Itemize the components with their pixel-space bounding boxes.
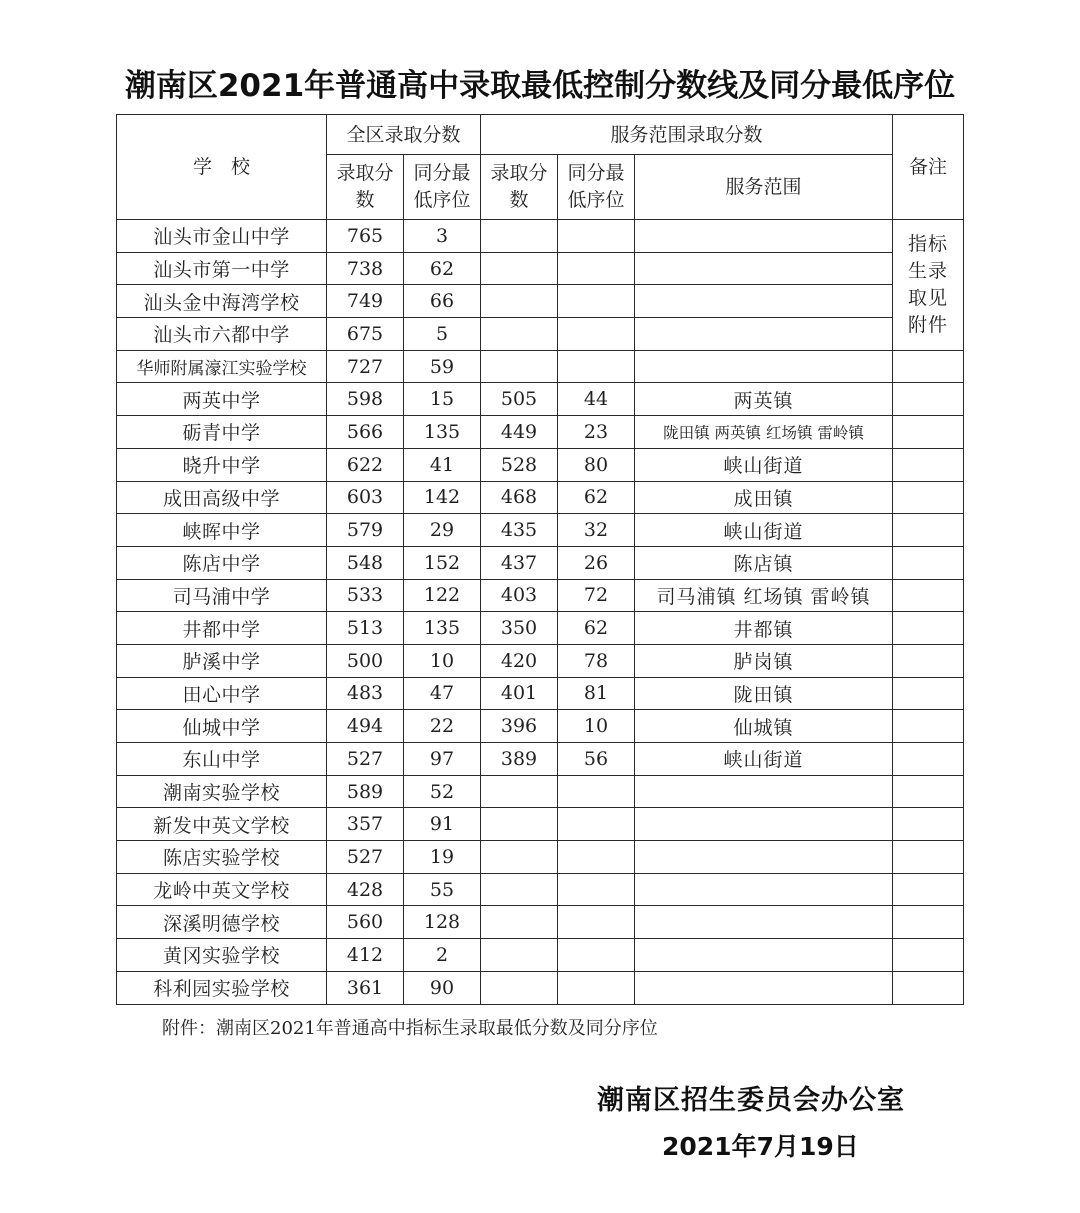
header-district-score: 录取分数 bbox=[336, 162, 394, 211]
service-area-cell bbox=[635, 939, 893, 972]
district-score-cell: 566 bbox=[327, 416, 404, 449]
service-rank-cell bbox=[558, 252, 635, 285]
remark-empty-cell bbox=[893, 939, 964, 972]
school-name-cell: 司马浦中学 bbox=[117, 579, 327, 612]
remark-empty-cell bbox=[893, 546, 964, 579]
table-row bbox=[117, 481, 964, 514]
district-score-cell: 412 bbox=[327, 939, 404, 972]
school-name-cell: 胪溪中学 bbox=[117, 644, 327, 677]
service-score-cell bbox=[481, 285, 558, 318]
table-row bbox=[117, 677, 964, 710]
service-score-cell: 420 bbox=[481, 644, 558, 677]
school-name-cell: 深溪明德学校 bbox=[117, 906, 327, 939]
service-area-cell bbox=[635, 318, 893, 351]
table-row bbox=[117, 808, 964, 841]
school-name-cell: 科利园实验学校 bbox=[117, 971, 327, 1004]
remark-empty-cell bbox=[893, 775, 964, 808]
school-name-cell: 晓升中学 bbox=[117, 448, 327, 481]
service-area-cell bbox=[635, 220, 893, 253]
service-area-cell: 陇田镇 bbox=[635, 677, 893, 710]
table-header bbox=[117, 115, 964, 220]
service-score-cell: 350 bbox=[481, 612, 558, 645]
service-rank-cell: 23 bbox=[558, 416, 635, 449]
service-rank-cell: 44 bbox=[558, 383, 635, 416]
remark-empty-cell bbox=[893, 710, 964, 743]
district-rank-cell: 10 bbox=[404, 644, 481, 677]
service-score-cell bbox=[481, 252, 558, 285]
service-score-cell bbox=[481, 906, 558, 939]
service-rank-cell bbox=[558, 808, 635, 841]
service-rank-cell: 81 bbox=[558, 677, 635, 710]
service-area-cell: 胪岗镇 bbox=[635, 644, 893, 677]
remark-empty-cell bbox=[893, 350, 964, 383]
district-rank-cell: 3 bbox=[404, 220, 481, 253]
service-area-cell: 井都镇 bbox=[635, 612, 893, 645]
school-name-cell: 田心中学 bbox=[117, 677, 327, 710]
district-score-cell: 494 bbox=[327, 710, 404, 743]
service-rank-cell bbox=[558, 220, 635, 253]
school-name-cell: 黄冈实验学校 bbox=[117, 939, 327, 972]
table-row bbox=[117, 710, 964, 743]
table-row bbox=[117, 448, 964, 481]
remark-empty-cell bbox=[893, 579, 964, 612]
service-score-cell: 505 bbox=[481, 383, 558, 416]
header-district-group: 全区录取分数 bbox=[327, 115, 481, 155]
service-area-cell bbox=[635, 906, 893, 939]
service-rank-cell: 32 bbox=[558, 514, 635, 547]
service-rank-cell bbox=[558, 906, 635, 939]
table-row bbox=[117, 775, 964, 808]
service-area-cell bbox=[635, 971, 893, 1004]
school-name-cell: 新发中英文学校 bbox=[117, 808, 327, 841]
district-score-cell: 765 bbox=[327, 220, 404, 253]
header-service-score: 录取分数 bbox=[490, 162, 548, 211]
table-row bbox=[117, 350, 964, 383]
service-rank-cell bbox=[558, 318, 635, 351]
service-score-cell: 468 bbox=[481, 481, 558, 514]
remark-empty-cell bbox=[893, 841, 964, 874]
attachment-note: 附件：潮南区2021年普通高中指标生录取最低分数及同分序位 bbox=[162, 1018, 658, 1039]
service-rank-cell: 62 bbox=[558, 481, 635, 514]
remark-empty-cell bbox=[893, 644, 964, 677]
district-score-cell: 483 bbox=[327, 677, 404, 710]
service-rank-cell bbox=[558, 350, 635, 383]
service-rank-cell: 56 bbox=[558, 743, 635, 776]
remark-empty-cell bbox=[893, 971, 964, 1004]
district-score-cell: 361 bbox=[327, 971, 404, 1004]
service-area-cell: 成田镇 bbox=[635, 481, 893, 514]
remark-empty-cell bbox=[893, 743, 964, 776]
district-rank-cell: 91 bbox=[404, 808, 481, 841]
service-area-cell bbox=[635, 841, 893, 874]
school-name-cell: 东山中学 bbox=[117, 743, 327, 776]
service-rank-cell bbox=[558, 873, 635, 906]
district-rank-cell: 128 bbox=[404, 906, 481, 939]
district-rank-cell: 2 bbox=[404, 939, 481, 972]
district-score-cell: 622 bbox=[327, 448, 404, 481]
service-area-cell: 峡山街道 bbox=[635, 514, 893, 547]
school-name-cell: 潮南实验学校 bbox=[117, 775, 327, 808]
district-score-cell: 603 bbox=[327, 481, 404, 514]
table-row bbox=[117, 220, 964, 253]
district-score-cell: 738 bbox=[327, 252, 404, 285]
document-title: 潮南区2021年普通高中录取最低控制分数线及同分最低序位 bbox=[124, 68, 956, 104]
header-service-score-cell bbox=[481, 155, 558, 220]
district-score-cell: 533 bbox=[327, 579, 404, 612]
service-area-cell bbox=[635, 873, 893, 906]
school-name-cell: 仙城中学 bbox=[117, 710, 327, 743]
service-score-cell: 389 bbox=[481, 743, 558, 776]
service-rank-cell bbox=[558, 939, 635, 972]
school-name-cell: 井都中学 bbox=[117, 612, 327, 645]
district-rank-cell: 62 bbox=[404, 252, 481, 285]
table-row bbox=[117, 579, 964, 612]
service-score-cell bbox=[481, 775, 558, 808]
table-row bbox=[117, 939, 964, 972]
district-score-cell: 428 bbox=[327, 873, 404, 906]
service-area-cell: 峡山街道 bbox=[635, 448, 893, 481]
district-score-cell: 675 bbox=[327, 318, 404, 351]
service-score-cell: 401 bbox=[481, 677, 558, 710]
remark-empty-cell bbox=[893, 612, 964, 645]
table-row bbox=[117, 514, 964, 547]
district-score-cell: 598 bbox=[327, 383, 404, 416]
table-row bbox=[117, 906, 964, 939]
service-rank-cell: 78 bbox=[558, 644, 635, 677]
table-body bbox=[117, 220, 964, 1005]
service-score-cell: 396 bbox=[481, 710, 558, 743]
district-score-cell: 527 bbox=[327, 841, 404, 874]
remark-empty-cell bbox=[893, 383, 964, 416]
header-district-score-cell bbox=[327, 155, 404, 220]
school-name-cell: 华师附属濠江实验学校 bbox=[117, 350, 327, 383]
header-district-rank-cell bbox=[404, 155, 481, 220]
school-name-cell: 峡晖中学 bbox=[117, 514, 327, 547]
table-row bbox=[117, 285, 964, 318]
header-district-rank: 同分最低序位 bbox=[413, 162, 471, 211]
header-service-area: 服务范围 bbox=[635, 155, 893, 220]
school-name-cell: 汕头市六都中学 bbox=[117, 318, 327, 351]
district-rank-cell: 47 bbox=[404, 677, 481, 710]
district-rank-cell: 142 bbox=[404, 481, 481, 514]
service-area-cell: 两英镇 bbox=[635, 383, 893, 416]
table-row bbox=[117, 612, 964, 645]
school-name-cell: 汕头市第一中学 bbox=[117, 252, 327, 285]
remark-empty-cell bbox=[893, 677, 964, 710]
service-score-cell bbox=[481, 318, 558, 351]
remark-empty-cell bbox=[893, 448, 964, 481]
district-rank-cell: 97 bbox=[404, 743, 481, 776]
school-name-cell: 成田高级中学 bbox=[117, 481, 327, 514]
service-score-cell bbox=[481, 808, 558, 841]
service-score-cell: 528 bbox=[481, 448, 558, 481]
school-name-cell: 陈店中学 bbox=[117, 546, 327, 579]
service-area-cell bbox=[635, 775, 893, 808]
table-row bbox=[117, 416, 964, 449]
header-service-rank-cell bbox=[558, 155, 635, 220]
district-rank-cell: 90 bbox=[404, 971, 481, 1004]
remark-empty-cell bbox=[893, 514, 964, 547]
table-row bbox=[117, 644, 964, 677]
score-table bbox=[116, 114, 964, 1005]
service-area-cell: 陇田镇 两英镇 红场镇 雷岭镇 bbox=[635, 416, 893, 449]
district-rank-cell: 122 bbox=[404, 579, 481, 612]
district-score-cell: 513 bbox=[327, 612, 404, 645]
table-row bbox=[117, 383, 964, 416]
service-score-cell: 403 bbox=[481, 579, 558, 612]
remark-empty-cell bbox=[893, 416, 964, 449]
district-rank-cell: 29 bbox=[404, 514, 481, 547]
school-name-cell: 龙岭中英文学校 bbox=[117, 873, 327, 906]
service-score-cell: 435 bbox=[481, 514, 558, 547]
table-row bbox=[117, 743, 964, 776]
service-area-cell bbox=[635, 808, 893, 841]
service-rank-cell bbox=[558, 285, 635, 318]
school-name-cell: 汕头金中海湾学校 bbox=[117, 285, 327, 318]
service-area-cell: 仙城镇 bbox=[635, 710, 893, 743]
district-score-cell: 749 bbox=[327, 285, 404, 318]
table-row bbox=[117, 546, 964, 579]
district-score-cell: 357 bbox=[327, 808, 404, 841]
district-score-cell: 500 bbox=[327, 644, 404, 677]
service-score-cell bbox=[481, 971, 558, 1004]
remark-empty-cell bbox=[893, 873, 964, 906]
district-rank-cell: 5 bbox=[404, 318, 481, 351]
district-rank-cell: 19 bbox=[404, 841, 481, 874]
service-rank-cell: 10 bbox=[558, 710, 635, 743]
header-school: 学 校 bbox=[117, 115, 327, 220]
service-score-cell bbox=[481, 939, 558, 972]
district-score-cell: 548 bbox=[327, 546, 404, 579]
service-rank-cell bbox=[558, 841, 635, 874]
service-area-cell: 司马浦镇 红场镇 雷岭镇 bbox=[635, 579, 893, 612]
service-score-cell bbox=[481, 350, 558, 383]
header-service-rank: 同分最低序位 bbox=[567, 162, 625, 211]
district-score-cell: 560 bbox=[327, 906, 404, 939]
district-rank-cell: 152 bbox=[404, 546, 481, 579]
district-score-cell: 579 bbox=[327, 514, 404, 547]
remark-empty-cell bbox=[893, 481, 964, 514]
service-score-cell bbox=[481, 873, 558, 906]
document-date: 2021年7月19日 bbox=[662, 1132, 859, 1161]
service-score-cell bbox=[481, 220, 558, 253]
table-row bbox=[117, 971, 964, 1004]
district-score-cell: 727 bbox=[327, 350, 404, 383]
header-service-group: 服务范围录取分数 bbox=[481, 115, 893, 155]
remark-cell: 指标生录取见附件 bbox=[893, 220, 964, 351]
district-rank-cell: 135 bbox=[404, 416, 481, 449]
service-rank-cell: 26 bbox=[558, 546, 635, 579]
service-area-cell bbox=[635, 350, 893, 383]
school-name-cell: 汕头市金山中学 bbox=[117, 220, 327, 253]
service-rank-cell: 80 bbox=[558, 448, 635, 481]
issuing-office: 潮南区招生委员会办公室 bbox=[597, 1085, 905, 1116]
service-score-cell: 437 bbox=[481, 546, 558, 579]
remark-empty-cell bbox=[893, 906, 964, 939]
school-name-cell: 砺青中学 bbox=[117, 416, 327, 449]
header-remark: 备注 bbox=[893, 115, 964, 220]
district-score-cell: 527 bbox=[327, 743, 404, 776]
service-area-cell: 峡山街道 bbox=[635, 743, 893, 776]
school-name-cell: 两英中学 bbox=[117, 383, 327, 416]
service-rank-cell bbox=[558, 775, 635, 808]
table-row bbox=[117, 841, 964, 874]
service-score-cell bbox=[481, 841, 558, 874]
service-area-cell bbox=[635, 285, 893, 318]
service-score-cell: 449 bbox=[481, 416, 558, 449]
table-row bbox=[117, 252, 964, 285]
remark-empty-cell bbox=[893, 808, 964, 841]
district-rank-cell: 55 bbox=[404, 873, 481, 906]
service-area-cell bbox=[635, 252, 893, 285]
district-rank-cell: 41 bbox=[404, 448, 481, 481]
table-row bbox=[117, 318, 964, 351]
district-rank-cell: 15 bbox=[404, 383, 481, 416]
district-rank-cell: 22 bbox=[404, 710, 481, 743]
district-rank-cell: 135 bbox=[404, 612, 481, 645]
service-area-cell: 陈店镇 bbox=[635, 546, 893, 579]
district-rank-cell: 66 bbox=[404, 285, 481, 318]
service-rank-cell: 72 bbox=[558, 579, 635, 612]
district-rank-cell: 59 bbox=[404, 350, 481, 383]
service-rank-cell bbox=[558, 971, 635, 1004]
district-score-cell: 589 bbox=[327, 775, 404, 808]
service-rank-cell: 62 bbox=[558, 612, 635, 645]
school-name-cell: 陈店实验学校 bbox=[117, 841, 327, 874]
table-row bbox=[117, 873, 964, 906]
district-rank-cell: 52 bbox=[404, 775, 481, 808]
